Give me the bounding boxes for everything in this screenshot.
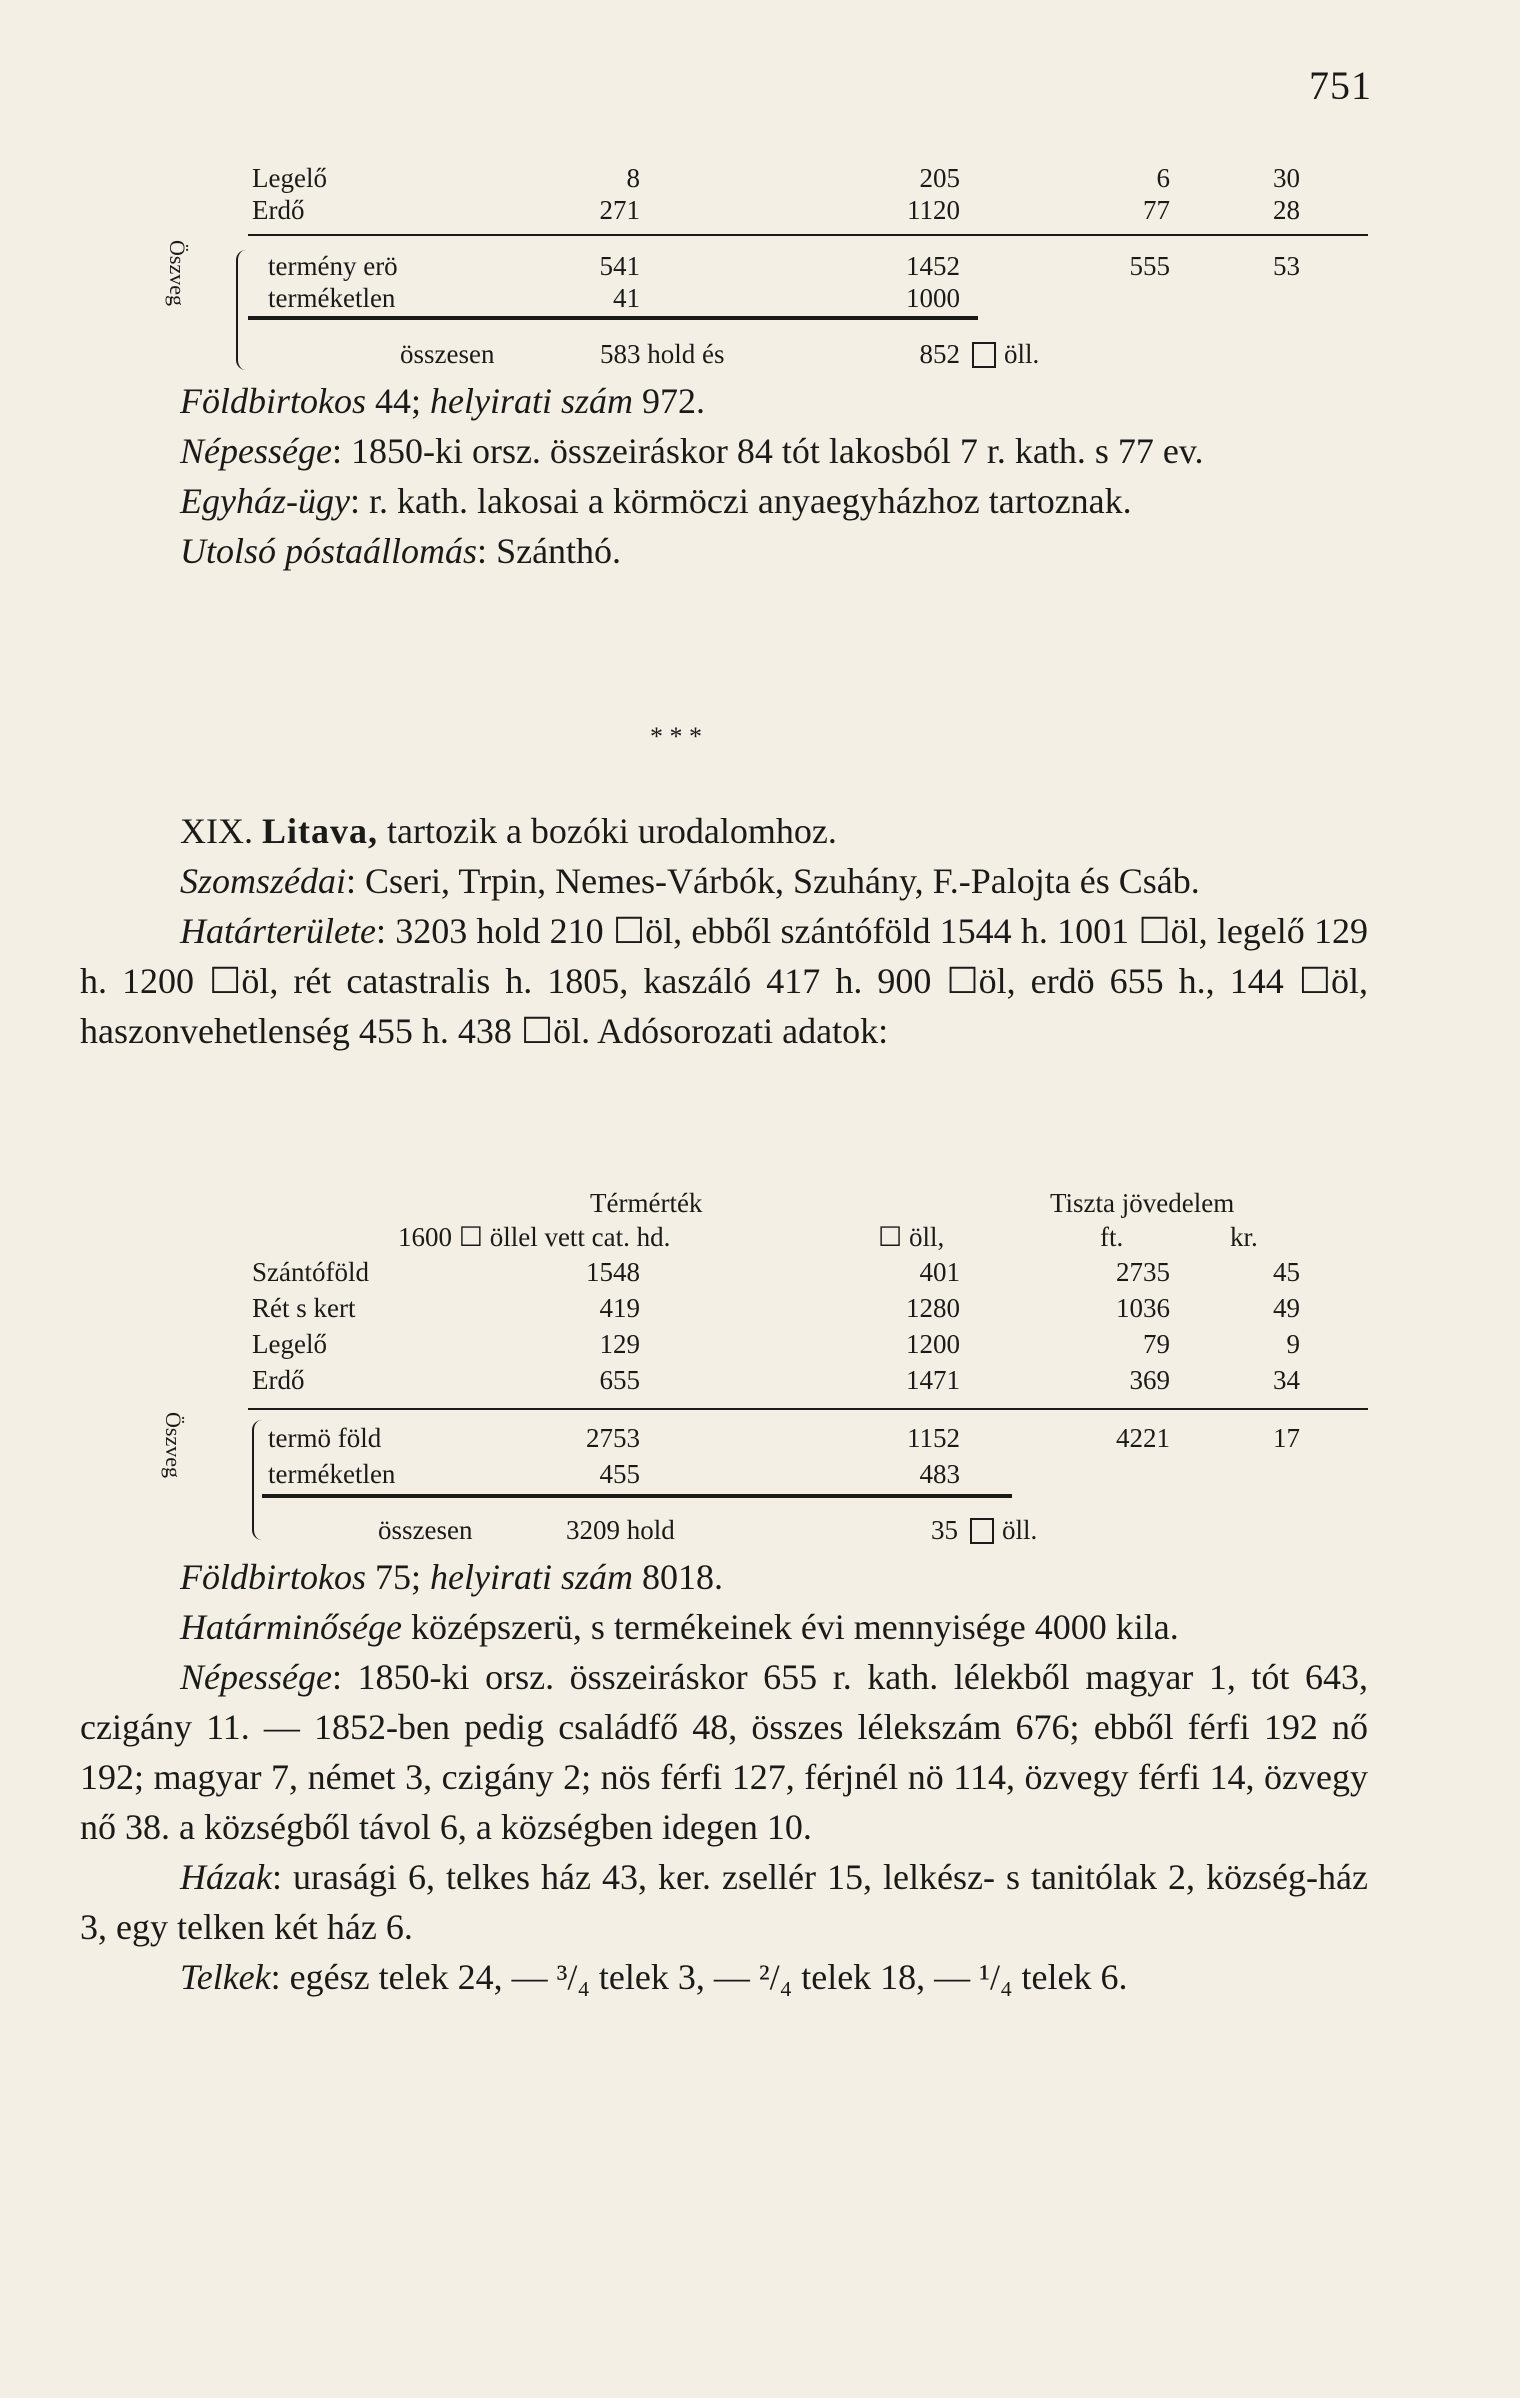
table-row: termö föld 2753 1152 4221 17 <box>268 1423 1300 1453</box>
table-row: Szántóföld 1548 401 2735 45 <box>252 1257 1300 1287</box>
table-row: Erdő 271 1120 77 28 <box>252 195 1300 225</box>
square-unit-icon <box>970 1518 994 1544</box>
section-3: Földbirtokos 75; helyirati szám 8018. Határminősége középszerü, s termékeinek évi mennyisége 4000 kila. Népessége: 1850-ki orsz. összeiráskor 655 r. kath. lélekből magyar 1, tót 643, czigány 11. — 1852-ben pedig családfő 48, összes lélekszám 676; ebből férfi 192 nő 192; magyar 7, német 3, czigány 2; nös férfi 127, férjnél nö 114, özvegy férfi 14, özvegy nő 38. a községből távol 6, a községben idegen 10. Házak: urasági 6, telkes ház 43, ker. zsellér 15, lelkész- s tanitólak 2, község-ház 3, egy telken két ház 6. Telkek: egész telek 24, — ³/₄ telek 3, — ²/₄ telek 18, — ¹/₄ telek 6. <box>80 1557 1368 1997</box>
table-row: termény erö 541 1452 555 53 <box>268 251 1300 281</box>
table-rule <box>248 1408 1368 1410</box>
separator-stars: * * * <box>650 722 702 751</box>
table-row-total: összesen 583 hold és 852 öll. <box>400 339 1040 369</box>
side-label: Öszveg <box>165 240 190 306</box>
table-row: Legelő 129 1200 79 9 <box>252 1329 1300 1359</box>
side-label: Öszveg <box>161 1412 186 1478</box>
table-row: Erdő 655 1471 369 34 <box>252 1365 1300 1395</box>
page-number: 751 <box>1309 63 1372 108</box>
table-row: Legelő 8 205 6 30 <box>252 163 1300 193</box>
section-1: Földbirtokos 44; helyirati szám 972. Népessége: 1850-ki orsz. összeiráskor 84 tót lakosból 7 r. kath. s 77 ev. Egyház-ügy: r. kath. lakosai a körmöczi anyaegyházhoz tartoznak. Utolsó póstaállomás: Szánthó. <box>180 381 1204 571</box>
square-unit-icon <box>972 342 996 368</box>
table-row-total: összesen 3209 hold 35 öll. <box>378 1515 1038 1545</box>
table-rule <box>248 316 978 320</box>
table-rule <box>262 1494 1012 1498</box>
section-2: XIX. Litava, tartozik a bozóki urodalomhoz. Szomszédai: Cseri, Trpin, Nemes-Várbók, Szuhány, F.-Palojta és Csáb. Határterülete: 3203 hold 210 ☐öl, ebből szántóföld 1544 h. 1001 ☐öl, legelő 129 h. 1200 ☐öl, rét catastralis h. 1805, kaszáló 417 h. 900 ☐öl, erdö 655 h., 144 ☐öl, haszonvehetlenség 455 h. 438 ☐öl. Adósorozati adatok: <box>80 811 1368 1051</box>
table-row: Rét s kert 419 1280 1036 49 <box>252 1293 1300 1323</box>
table-row: terméketlen 41 1000 <box>268 283 960 313</box>
document-page: 751 Legelő 8 205 6 30 Erdő 271 1120 77 28 Öszveg termény erö 541 1452 555 53 terméketlen 41 1000 összesen 583 hold és 852 öll. Földbirtokos 44; helyirati szám 972. Népessége: 1850-ki orsz. összeiráskor 84 tót lakosból 7 r. kath. s 77 ev. Egyház-ügy: r. kath. lakosai a körmöczi anyaegyházhoz tartoznak. Utolsó póstaállomás: Szánthó. * * * XIX. Litava, tartozik a bozóki urodalomhoz. Szomszédai: Cseri, Trpin, Nemes-Várbók, Szuhány, F.-Palojta és Csáb. Határterülete: 3203 hold 210 ☐öl, ebből szántóföld 1544 h. 1001 ☐öl, legelő 129 h. 1200 ☐öl, rét catastralis h. 1805, kaszáló 417 h. 900 ☐öl, erdö 655 h., 144 ☐öl, haszonvehetlenség 455 h. 438 ☐öl. Adósorozati adatok: Térmérték Tiszta jövedelem 1600 ☐ öllel vett cat. hd. ☐ öll, ft. kr. Szántóföld 1548 401 2735 45 Rét s kert 419 1280 1036 49 Legelő 129 1200 79 9 Erdő 655 1471 369 34 Öszveg termö föld 2753 1152 4221 17 terméketlen 455 483 összesen 3209 hold 35 öll. Földbirtokos 75; helyirati szám 8018. Határminősége középszerü, s termékeinek évi mennyisége 4000 kila. Népessége: 1850-ki orsz. összeiráskor 655 r. kath. lélekből magyar 1, tót 643, czigány 11. — 1852-ben pedig családfő 48, összes lélekszám 676; ebből férfi 192 nő 192; magyar 7, német 3, czigány 2; nös férfi 127, férjnél nö 114, özvegy férfi 14, özvegy nő 38. a községből távol 6, a községben idegen 10. Házak: urasági 6, telkes ház 43, ker. zsellér 15, lelkész- s tanitólak 2, község-ház 3, egy telken két ház 6. Telkek: egész telek 24, — ³/₄ telek 3, — ²/₄ telek 18, — ¹/₄ telek 6. <box>0 0 1520 2398</box>
table-row: terméketlen 455 483 <box>268 1459 960 1489</box>
table-rule <box>248 234 1368 236</box>
